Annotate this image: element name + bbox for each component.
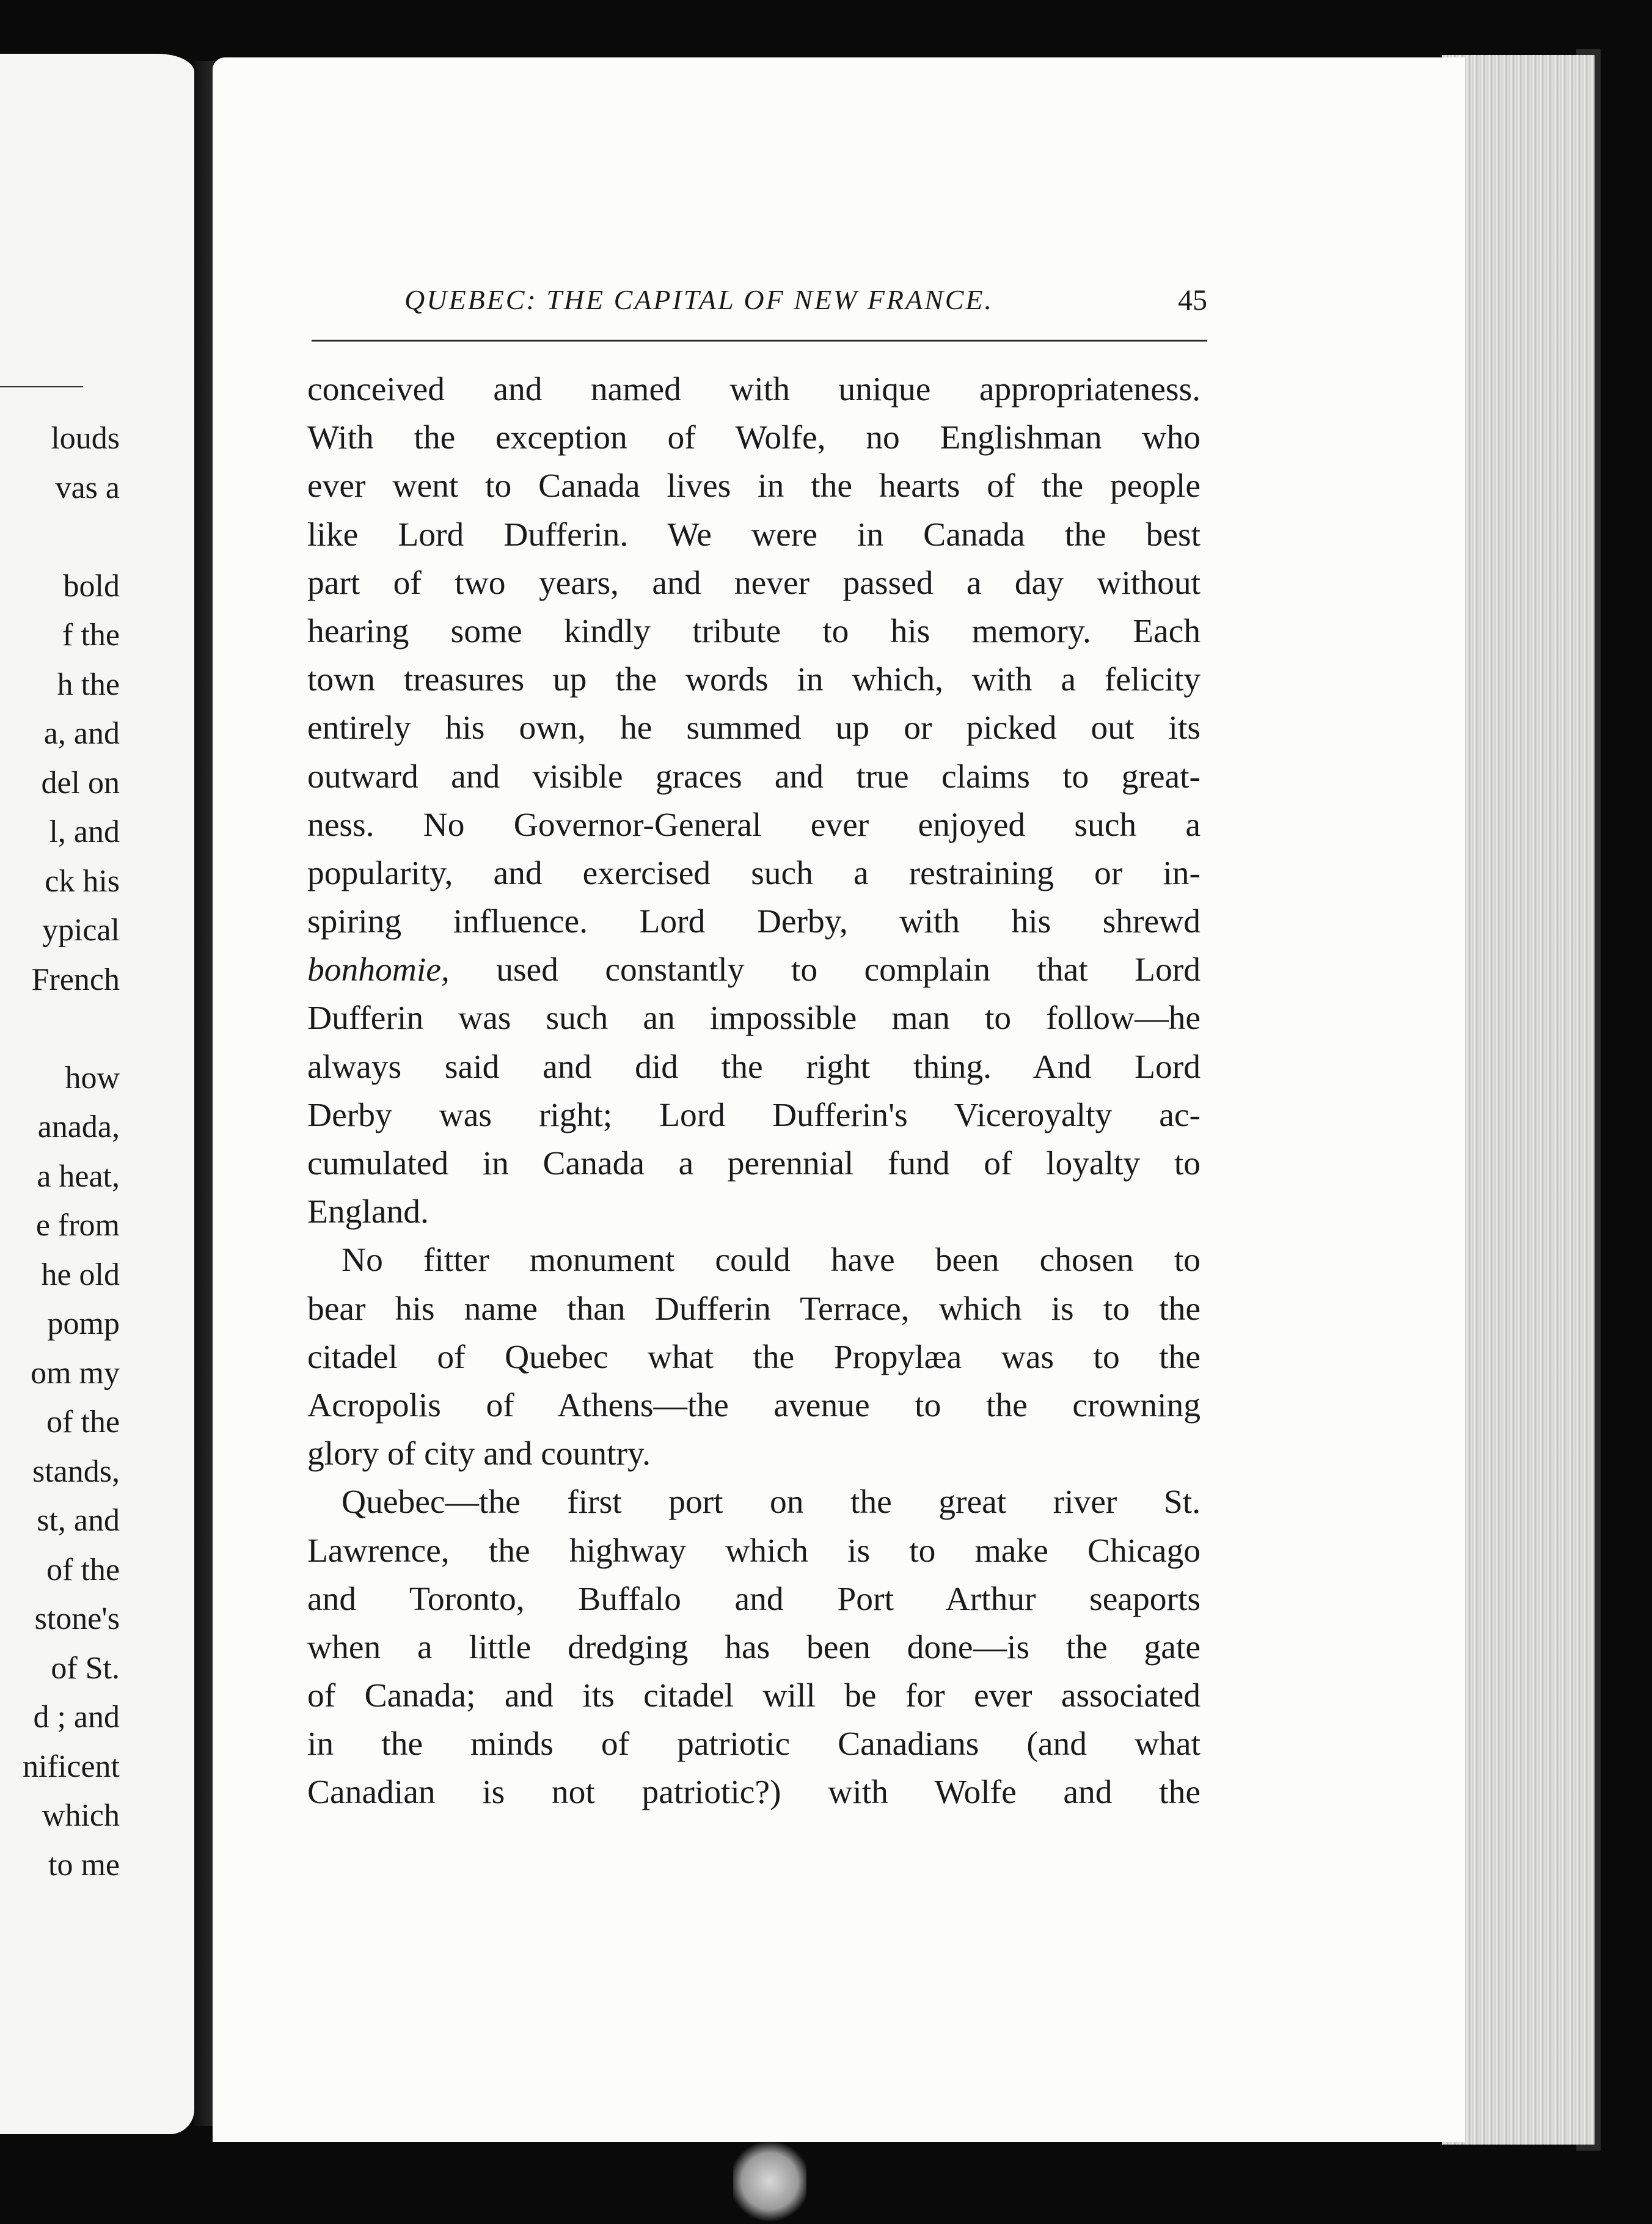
- text-line: ever went to Canada lives in the hearts of the people: [307, 467, 1201, 505]
- left-line: which: [42, 1798, 120, 1833]
- text-line: ness. No Governor-General ever enjoyed such a: [307, 806, 1201, 844]
- left-line: [0, 1004, 120, 1054]
- left-page-fragment: [0, 54, 194, 2134]
- left-line: del on: [41, 765, 120, 800]
- text-line: Lawrence, the highway which is to make Chicago: [307, 1532, 1201, 1570]
- left-line: how: [65, 1060, 120, 1096]
- header-rule: [312, 340, 1207, 342]
- text-line: Dufferin was such an impossible man to follow—he: [307, 1000, 1201, 1037]
- left-line: of the: [46, 1405, 120, 1439]
- left-page-text: [0, 414, 120, 1890]
- text-line: popularity, and exercised such a restraining or in-: [307, 854, 1201, 892]
- scan-smudge: [733, 2138, 806, 2224]
- text-line: bear his name than Dufferin Terrace, which is to the: [307, 1290, 1201, 1328]
- left-line: of the: [46, 1552, 120, 1587]
- left-line: louds: [51, 421, 120, 456]
- left-line: stone's: [34, 1601, 120, 1636]
- italic-word: bonhomie,: [307, 951, 450, 989]
- left-line: of St.: [51, 1650, 120, 1686]
- running-head-title: QUEBEC: THE CAPITAL OF NEW FRANCE.: [404, 284, 994, 315]
- left-page-rule: [0, 386, 83, 387]
- left-line: e from: [35, 1208, 120, 1243]
- text-line: Canadian is not patriotic?) with Wolfe and the: [307, 1774, 1201, 1812]
- text-line: and Toronto, Buffalo and Port Arthur seaports: [307, 1580, 1201, 1618]
- left-line: anada,: [37, 1110, 120, 1144]
- text-line: Derby was right; Lord Dufferin's Viceroyalty ac-: [307, 1096, 1201, 1134]
- left-line: he old: [41, 1257, 120, 1292]
- text-line: outward and visible graces and true claims to great-: [307, 758, 1201, 796]
- text-line: hearing some kindly tribute to his memory. Each: [307, 612, 1201, 650]
- text-line: entirely his own, he summed up or picked out its: [307, 709, 1201, 747]
- left-line: h the: [57, 667, 120, 702]
- text-line: like Lord Dufferin. We were in Canada the best: [307, 516, 1201, 554]
- text-line: of Canada; and its citadel will be for ever associated: [307, 1677, 1201, 1715]
- left-line: a heat,: [37, 1158, 120, 1194]
- left-line: nificent: [23, 1749, 120, 1784]
- text-line: England.: [307, 1193, 429, 1231]
- left-line: bold: [63, 568, 120, 604]
- text-line: spiring influence. Lord Derby, with his shrewd: [307, 903, 1201, 941]
- body-text: [307, 365, 1201, 1817]
- text-line: glory of city and country.: [307, 1435, 651, 1473]
- left-line: d ; and: [33, 1700, 120, 1735]
- text-line-italic-start: [307, 946, 1201, 994]
- left-line: French: [31, 962, 120, 997]
- text-line: cumulated in Canada a perennial fund of loyalty to: [307, 1145, 1201, 1182]
- left-line: vas a: [55, 470, 120, 505]
- left-line: [0, 513, 120, 562]
- left-line: a, and: [43, 716, 120, 751]
- left-line: pomp: [47, 1306, 120, 1341]
- text-line: citadel of Quebec what the Propylæa was to the: [307, 1338, 1201, 1376]
- text-line: when a little dredging has been done—is the gate: [307, 1628, 1201, 1666]
- left-line: om my: [31, 1355, 120, 1391]
- text-line: Quebec—the first port on the great river St.: [342, 1483, 1201, 1521]
- text-line: town treasures up the words in which, with a felicity: [307, 661, 1201, 699]
- text-line: Acropolis of Athens—the avenue to the crowning: [307, 1386, 1201, 1424]
- text-line: conceived and named with unique appropriateness.: [307, 371, 1201, 408]
- page-number: 45: [1178, 284, 1207, 316]
- left-line: ypical: [42, 913, 120, 948]
- line-remainder: used constantly to complain that Lord: [449, 951, 1201, 989]
- left-line: to me: [48, 1847, 120, 1882]
- text-line: always said and did the right thing. And Lord: [307, 1048, 1201, 1086]
- left-line: l, and: [49, 814, 120, 849]
- text-line: No fitter monument could have been chosen to: [342, 1242, 1201, 1279]
- text-line: in the minds of patriotic Canadians (and what: [307, 1725, 1201, 1763]
- left-line: ck his: [45, 863, 120, 899]
- left-line: f the: [62, 618, 120, 653]
- left-line: stands,: [32, 1454, 120, 1489]
- text-line: With the exception of Wolfe, no Englishman who: [307, 419, 1201, 457]
- left-line: st, and: [37, 1503, 120, 1538]
- text-line: part of two years, and never passed a day without: [307, 564, 1201, 602]
